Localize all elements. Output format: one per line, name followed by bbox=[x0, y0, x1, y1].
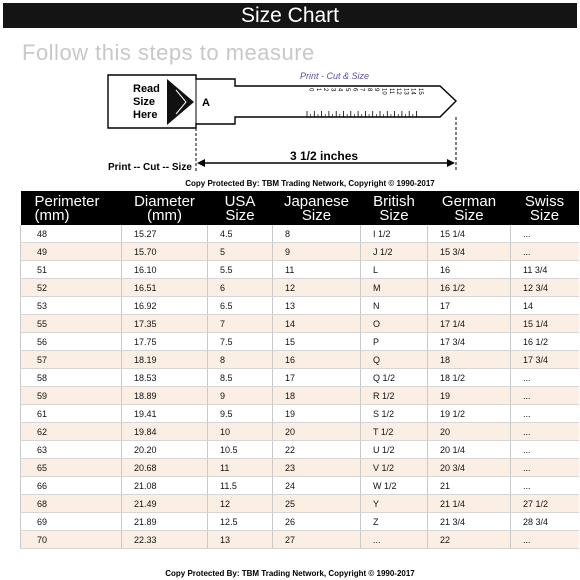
table-row bbox=[21, 369, 579, 387]
table-cell-german: 21 bbox=[428, 477, 511, 495]
table-cell-german: 21 3/4 bbox=[428, 513, 511, 531]
table-cell-diameter: 18.53 bbox=[122, 369, 208, 387]
table-cell-japanese: 8 bbox=[273, 225, 361, 243]
page-title: Size Chart bbox=[3, 3, 577, 28]
table-row bbox=[21, 423, 579, 441]
table-cell-diameter: 19.84 bbox=[122, 423, 208, 441]
table-cell-diameter: 18.19 bbox=[122, 351, 208, 369]
table-cell-japanese: 22 bbox=[273, 441, 361, 459]
table-header-row bbox=[21, 191, 579, 225]
table-cell-diameter: 19.41 bbox=[122, 405, 208, 423]
table-cell-usa: 5.5 bbox=[208, 261, 273, 279]
ring-sizer-diagram bbox=[0, 0, 580, 200]
table-cell-diameter: 17.75 bbox=[122, 333, 208, 351]
table-cell-german: 15 3/4 bbox=[428, 243, 511, 261]
column-header-line: Size bbox=[529, 207, 560, 224]
scale-number: 10 bbox=[380, 88, 387, 95]
column-header-usa bbox=[208, 191, 273, 225]
column-header-diameter bbox=[122, 191, 208, 225]
table-row bbox=[21, 297, 579, 315]
table-cell-perimeter: 68 bbox=[21, 495, 122, 513]
table-cell-usa: 9.5 bbox=[208, 405, 273, 423]
table-cell-swiss: ... bbox=[511, 477, 579, 495]
column-header-line: Size bbox=[454, 207, 484, 224]
table-cell-japanese: 15 bbox=[273, 333, 361, 351]
ring-size-table bbox=[20, 191, 579, 549]
scale-number: 9 bbox=[373, 88, 380, 92]
table-cell-swiss: ... bbox=[511, 243, 579, 261]
copyright-notice-bottom: Copy Protected By: TBM Trading Network, Copyright © 1990-2017 bbox=[165, 569, 415, 578]
table-cell-usa: 12.5 bbox=[208, 513, 273, 531]
table-cell-perimeter: 51 bbox=[21, 261, 122, 279]
table-cell-german: 15 1/4 bbox=[428, 225, 511, 243]
table-cell-usa: 11.5 bbox=[208, 477, 273, 495]
table-cell-perimeter: 63 bbox=[21, 441, 122, 459]
table-cell-japanese: 27 bbox=[273, 531, 361, 549]
column-header-line: USA bbox=[224, 193, 256, 210]
table-cell-perimeter: 57 bbox=[21, 351, 122, 369]
scale-number: 7 bbox=[358, 88, 365, 92]
table-cell-perimeter: 69 bbox=[21, 513, 122, 531]
scale-number: 2 bbox=[322, 88, 329, 92]
table-cell-swiss: ... bbox=[511, 387, 579, 405]
column-header-line: Japanese bbox=[283, 193, 350, 210]
table-row bbox=[21, 243, 579, 261]
table-cell-british: M bbox=[361, 279, 428, 297]
column-header-line: Perimeter bbox=[34, 193, 100, 210]
table-cell-perimeter: 66 bbox=[21, 477, 122, 495]
table-cell-usa: 10 bbox=[208, 423, 273, 441]
table-cell-british: Q bbox=[361, 351, 428, 369]
column-header-line: (mm) bbox=[147, 207, 182, 224]
table-row bbox=[21, 315, 579, 333]
table-cell-swiss: 15 1/4 bbox=[511, 315, 579, 333]
table-row bbox=[21, 441, 579, 459]
table-cell-usa: 13 bbox=[208, 531, 273, 549]
table-cell-japanese: 23 bbox=[273, 459, 361, 477]
print-cut-size-footer: Print -- Cut -- Size bbox=[108, 162, 192, 173]
scale-number: 13 bbox=[402, 88, 409, 95]
read-label: Read bbox=[133, 83, 160, 95]
table-cell-japanese: 18 bbox=[273, 387, 361, 405]
table-cell-british: J 1/2 bbox=[361, 243, 428, 261]
table-cell-perimeter: 59 bbox=[21, 387, 122, 405]
column-header-perimeter bbox=[21, 191, 122, 225]
table-cell-british: N bbox=[361, 297, 428, 315]
table-cell-swiss: ... bbox=[511, 423, 579, 441]
table-cell-german: 20 1/4 bbox=[428, 441, 511, 459]
table-cell-diameter: 18.89 bbox=[122, 387, 208, 405]
table-cell-usa: 10.5 bbox=[208, 441, 273, 459]
column-header-line: Size bbox=[301, 207, 332, 224]
table-cell-german: 17 bbox=[428, 297, 511, 315]
length-label: 3 1/2 inches bbox=[290, 149, 359, 163]
table-cell-german: 21 1/4 bbox=[428, 495, 511, 513]
instructions-subtitle: Follow this steps to measure bbox=[22, 40, 315, 65]
table-cell-japanese: 12 bbox=[273, 279, 361, 297]
column-header-japanese bbox=[273, 191, 361, 225]
table-cell-swiss: ... bbox=[511, 531, 579, 549]
table-cell-usa: 8 bbox=[208, 351, 273, 369]
column-header-british bbox=[361, 191, 428, 225]
table-cell-german: 16 1/2 bbox=[428, 279, 511, 297]
table-row bbox=[21, 261, 579, 279]
table-row bbox=[21, 387, 579, 405]
table-cell-japanese: 24 bbox=[273, 477, 361, 495]
table-cell-diameter: 17.35 bbox=[122, 315, 208, 333]
scale-number: 14 bbox=[409, 88, 416, 95]
table-cell-usa: 11 bbox=[208, 459, 273, 477]
table-cell-diameter: 21.89 bbox=[122, 513, 208, 531]
table-cell-british: O bbox=[361, 315, 428, 333]
table-cell-japanese: 17 bbox=[273, 369, 361, 387]
column-header-line: Swiss bbox=[524, 193, 565, 210]
table-cell-usa: 7 bbox=[208, 315, 273, 333]
scale-number: 0 bbox=[307, 88, 314, 92]
column-header-line: Size bbox=[225, 207, 255, 224]
table-body bbox=[21, 225, 579, 549]
table-cell-german: 18 bbox=[428, 351, 511, 369]
table-row bbox=[21, 225, 579, 243]
table-cell-usa: 9 bbox=[208, 387, 273, 405]
table-cell-swiss: 17 3/4 bbox=[511, 351, 579, 369]
table-cell-swiss: 14 bbox=[511, 297, 579, 315]
table-cell-japanese: 13 bbox=[273, 297, 361, 315]
table-cell-diameter: 15.27 bbox=[122, 225, 208, 243]
table-cell-perimeter: 52 bbox=[21, 279, 122, 297]
scale-number: 15 bbox=[417, 88, 423, 95]
table-cell-british: U 1/2 bbox=[361, 441, 428, 459]
table-cell-british: P bbox=[361, 333, 428, 351]
scale-number: 3 bbox=[329, 88, 336, 92]
table-cell-perimeter: 56 bbox=[21, 333, 122, 351]
table-cell-diameter: 16.10 bbox=[122, 261, 208, 279]
table-row bbox=[21, 531, 579, 549]
table-cell-german: 20 3/4 bbox=[428, 459, 511, 477]
table-cell-diameter: 22.33 bbox=[122, 531, 208, 549]
table-cell-diameter: 15.70 bbox=[122, 243, 208, 261]
table-cell-perimeter: 58 bbox=[21, 369, 122, 387]
table-cell-perimeter: 48 bbox=[21, 225, 122, 243]
copyright-notice: Copy Protected By: TBM Trading Network, Copyright © 1990-2017 bbox=[185, 179, 435, 188]
table-cell-british: Z bbox=[361, 513, 428, 531]
table-cell-japanese: 14 bbox=[273, 315, 361, 333]
table-cell-swiss: ... bbox=[511, 225, 579, 243]
table-cell-german: 16 bbox=[428, 261, 511, 279]
table-cell-diameter: 16.92 bbox=[122, 297, 208, 315]
table-cell-perimeter: 70 bbox=[21, 531, 122, 549]
table-row bbox=[21, 351, 579, 369]
table-row bbox=[21, 333, 579, 351]
table-cell-perimeter: 62 bbox=[21, 423, 122, 441]
table-cell-german: 19 1/2 bbox=[428, 405, 511, 423]
table-cell-diameter: 20.68 bbox=[122, 459, 208, 477]
table-cell-perimeter: 55 bbox=[21, 315, 122, 333]
table-cell-usa: 12 bbox=[208, 495, 273, 513]
table-cell-british: R 1/2 bbox=[361, 387, 428, 405]
table-cell-japanese: 16 bbox=[273, 351, 361, 369]
table-row bbox=[21, 405, 579, 423]
column-header-line: German bbox=[441, 193, 497, 210]
scale-number: 12 bbox=[395, 88, 402, 95]
table-cell-german: 20 bbox=[428, 423, 511, 441]
table-cell-usa: 6.5 bbox=[208, 297, 273, 315]
table-cell-diameter: 21.08 bbox=[122, 477, 208, 495]
table-cell-japanese: 19 bbox=[273, 405, 361, 423]
print-cut-label: Print - Cut & Size bbox=[300, 71, 370, 81]
table-cell-diameter: 21.49 bbox=[122, 495, 208, 513]
scale-number: 4 bbox=[336, 88, 343, 92]
scale-number: 1 bbox=[314, 88, 321, 92]
scale-number: 6 bbox=[351, 88, 358, 92]
table-cell-usa: 8.5 bbox=[208, 369, 273, 387]
table-cell-usa: 5 bbox=[208, 243, 273, 261]
table-cell-swiss: ... bbox=[511, 459, 579, 477]
table-row bbox=[21, 279, 579, 297]
ring-sizer-outline bbox=[108, 75, 456, 128]
table-cell-diameter: 16.51 bbox=[122, 279, 208, 297]
table-cell-british: L bbox=[361, 261, 428, 279]
table-cell-british: Q 1/2 bbox=[361, 369, 428, 387]
table-cell-japanese: 26 bbox=[273, 513, 361, 531]
table-cell-perimeter: 49 bbox=[21, 243, 122, 261]
table-cell-swiss: ... bbox=[511, 441, 579, 459]
scale-number: 11 bbox=[387, 88, 394, 95]
column-header-line: British bbox=[373, 193, 415, 210]
table-cell-british: ... bbox=[361, 531, 428, 549]
table-cell-japanese: 25 bbox=[273, 495, 361, 513]
table-cell-japanese: 11 bbox=[273, 261, 361, 279]
column-header-line: (mm) bbox=[34, 207, 70, 224]
column-header-swiss bbox=[511, 191, 579, 225]
table-cell-british: V 1/2 bbox=[361, 459, 428, 477]
table-cell-swiss: 28 3/4 bbox=[511, 513, 579, 531]
table-cell-german: 17 3/4 bbox=[428, 333, 511, 351]
table-cell-japanese: 9 bbox=[273, 243, 361, 261]
table-row bbox=[21, 459, 579, 477]
table-cell-swiss: ... bbox=[511, 405, 579, 423]
table-cell-german: 17 1/4 bbox=[428, 315, 511, 333]
table-cell-british: I 1/2 bbox=[361, 225, 428, 243]
scale-number: 8 bbox=[365, 88, 372, 92]
table-cell-usa: 6 bbox=[208, 279, 273, 297]
scale-number: 5 bbox=[344, 88, 350, 92]
table-cell-british: Y bbox=[361, 495, 428, 513]
table-row bbox=[21, 477, 579, 495]
table-cell-german: 19 bbox=[428, 387, 511, 405]
table-cell-perimeter: 61 bbox=[21, 405, 122, 423]
marker-a: A bbox=[202, 97, 210, 109]
table-cell-british: W 1/2 bbox=[361, 477, 428, 495]
column-header-german bbox=[428, 191, 511, 225]
table-cell-swiss: 16 1/2 bbox=[511, 333, 579, 351]
table-cell-diameter: 20.20 bbox=[122, 441, 208, 459]
table-cell-perimeter: 65 bbox=[21, 459, 122, 477]
table-cell-german: 18 1/2 bbox=[428, 369, 511, 387]
table-cell-japanese: 20 bbox=[273, 423, 361, 441]
table-cell-swiss: 27 1/2 bbox=[511, 495, 579, 513]
here-label: Here bbox=[133, 109, 158, 121]
table-cell-swiss: 12 3/4 bbox=[511, 279, 579, 297]
table-cell-british: T 1/2 bbox=[361, 423, 428, 441]
table-cell-usa: 7.5 bbox=[208, 333, 273, 351]
column-header-line: Diameter bbox=[134, 193, 195, 210]
column-header-line: Size bbox=[379, 207, 409, 224]
table-cell-swiss: ... bbox=[511, 369, 579, 387]
table-cell-usa: 4.5 bbox=[208, 225, 273, 243]
table-row bbox=[21, 513, 579, 531]
table-cell-swiss: 11 3/4 bbox=[511, 261, 579, 279]
table-cell-british: S 1/2 bbox=[361, 405, 428, 423]
table-row bbox=[21, 495, 579, 513]
table-cell-german: 22 bbox=[428, 531, 511, 549]
size-label: Size bbox=[133, 96, 156, 108]
table-cell-perimeter: 53 bbox=[21, 297, 122, 315]
